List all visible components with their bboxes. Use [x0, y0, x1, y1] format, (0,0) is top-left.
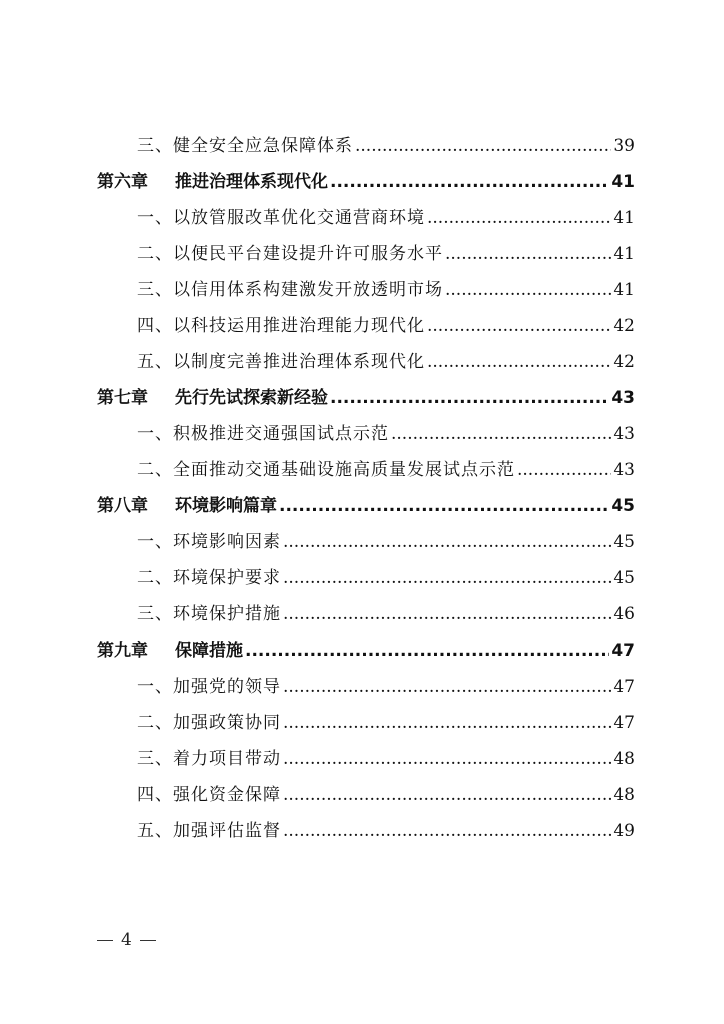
- toc-section-row[interactable]: [137, 134, 635, 158]
- toc-section-row[interactable]: [137, 422, 635, 446]
- toc-page-number: 49: [613, 821, 635, 841]
- toc-section-row[interactable]: [137, 206, 635, 230]
- toc-section-title: 三、着力项目带动: [137, 749, 281, 769]
- toc-section-title: 二、加强政策协同: [137, 713, 281, 733]
- toc-page-number: 42: [613, 316, 635, 336]
- toc-section-title: 一、以放管服改革优化交通营商环境: [137, 208, 425, 228]
- dot-leader: [245, 639, 609, 663]
- dot-leader: [283, 602, 611, 626]
- toc-page-number: 45: [613, 568, 635, 588]
- toc-section-title: 三、以信用体系构建激发开放透明市场: [137, 280, 443, 300]
- toc-section-row[interactable]: [137, 783, 635, 807]
- toc-section-title: 三、环境保护措施: [137, 604, 281, 624]
- toc-chapter-title: 先行先试探索新经验: [175, 388, 328, 408]
- dot-leader: [283, 747, 611, 771]
- toc-page-number: 41: [613, 280, 635, 300]
- toc-section-title: 五、以制度完善推进治理体系现代化: [137, 352, 425, 372]
- toc-section-title: 一、加强党的领导: [137, 677, 281, 697]
- toc-page-number: 47: [613, 713, 635, 733]
- toc-chapter-row[interactable]: [97, 494, 635, 518]
- dot-leader: [427, 206, 611, 230]
- toc-chapter-row[interactable]: [97, 386, 635, 410]
- toc-section-title: 二、全面推动交通基础设施高质量发展试点示范: [137, 460, 515, 480]
- toc-section-row[interactable]: [137, 458, 635, 482]
- toc-page-number: 46: [613, 604, 635, 624]
- toc-page-number: 45: [611, 496, 635, 516]
- toc-chapter-title: 环境影响篇章: [175, 496, 277, 516]
- toc-page-number: 43: [611, 388, 635, 408]
- dot-leader: [427, 314, 611, 338]
- footer-dash-right: [140, 940, 156, 941]
- toc-section-title: 二、以便民平台建设提升许可服务水平: [137, 244, 443, 264]
- toc-section-row[interactable]: [137, 242, 635, 266]
- toc-page-number: 43: [613, 460, 635, 480]
- dot-leader: [445, 278, 611, 302]
- toc-section-row[interactable]: [137, 566, 635, 590]
- dot-leader: [283, 819, 611, 843]
- toc-section-title: 五、加强评估监督: [137, 821, 281, 841]
- toc-chapter-title: 推进治理体系现代化: [175, 172, 328, 192]
- toc-section-title: 一、环境影响因素: [137, 532, 281, 552]
- footer-dash-left: [97, 940, 113, 941]
- toc-section-title: 一、积极推进交通强国试点示范: [137, 424, 389, 444]
- dot-leader: [391, 422, 611, 446]
- toc-page-number: 48: [613, 749, 635, 769]
- toc-page-number: 41: [613, 244, 635, 264]
- dot-leader: [279, 494, 609, 518]
- toc-section-row[interactable]: [137, 278, 635, 302]
- toc-section-row[interactable]: [137, 602, 635, 626]
- toc-section-row[interactable]: [137, 819, 635, 843]
- toc-chapter-number: 第六章: [97, 172, 148, 192]
- toc-section-row[interactable]: [137, 530, 635, 554]
- toc-page-number: 48: [613, 785, 635, 805]
- page-footer: [97, 930, 156, 950]
- toc-section-title: 二、环境保护要求: [137, 568, 281, 588]
- dot-leader: [283, 530, 611, 554]
- toc-section-title: 四、强化资金保障: [137, 785, 281, 805]
- toc-page-number: 41: [611, 172, 635, 192]
- toc-section-title: 四、以科技运用推进治理能力现代化: [137, 316, 425, 336]
- toc-page-number: 42: [613, 352, 635, 372]
- footer-page-number: 4: [121, 930, 132, 950]
- toc-section-row[interactable]: [137, 350, 635, 374]
- toc-chapter-number: 第八章: [97, 496, 148, 516]
- toc-section-title: 三、健全安全应急保障体系: [137, 136, 353, 156]
- dot-leader: [283, 675, 611, 699]
- dot-leader: [330, 170, 609, 194]
- toc-page-number: 41: [613, 208, 635, 228]
- toc-section-row[interactable]: [137, 675, 635, 699]
- toc-chapter-title: 保障措施: [175, 641, 243, 661]
- toc-page-number: 47: [611, 641, 635, 661]
- dot-leader: [445, 242, 611, 266]
- dot-leader: [283, 711, 611, 735]
- toc-chapter-number: 第七章: [97, 388, 148, 408]
- dot-leader: [283, 783, 611, 807]
- toc-section-row[interactable]: [137, 314, 635, 338]
- dot-leader: [517, 458, 611, 482]
- toc-page-number: 39: [613, 136, 635, 156]
- toc-chapter-number: 第九章: [97, 641, 148, 661]
- dot-leader: [427, 350, 611, 374]
- toc-page-number: 47: [613, 677, 635, 697]
- toc-chapter-row[interactable]: [97, 639, 635, 663]
- toc-section-row[interactable]: [137, 711, 635, 735]
- toc-page-number: 45: [613, 532, 635, 552]
- dot-leader: [355, 134, 611, 158]
- toc-page-number: 43: [613, 424, 635, 444]
- dot-leader: [330, 386, 609, 410]
- dot-leader: [283, 566, 611, 590]
- toc-section-row[interactable]: [137, 747, 635, 771]
- toc-chapter-row[interactable]: [97, 170, 635, 194]
